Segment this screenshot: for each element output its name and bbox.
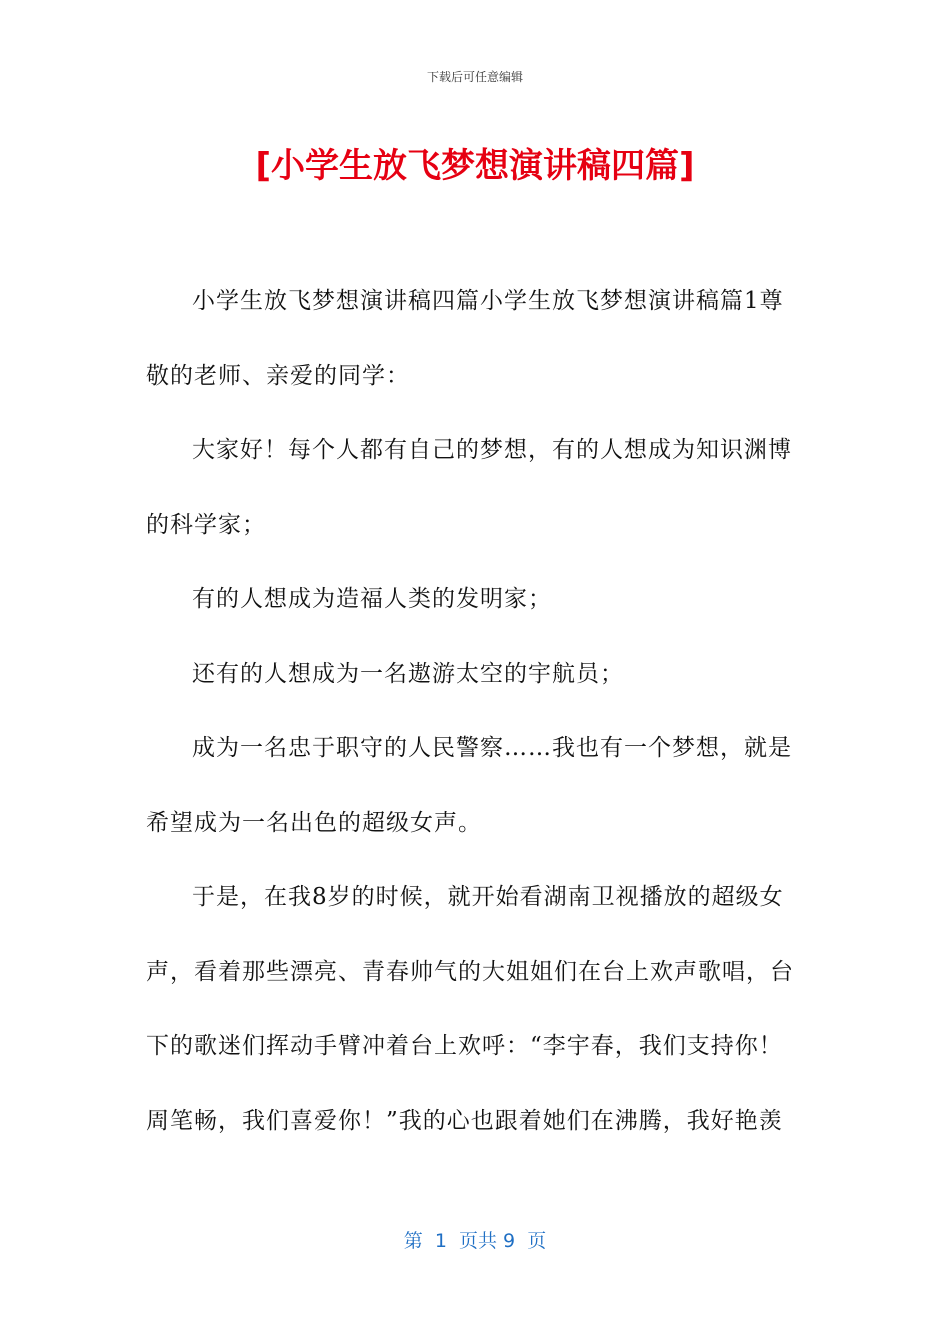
paragraph: 还有的人想成为一名遨游太空的宇航员； [192, 660, 624, 687]
paragraph: 有的人想成为造福人类的发明家； [192, 586, 552, 612]
document-body [146, 264, 796, 1158]
page-number: 第 1 页共 9 页 [403, 1230, 547, 1252]
paragraph: 小学生放飞梦想演讲稿四篇小学生放飞梦想演讲稿篇1尊敬的老师、亲爱的同学： [146, 288, 784, 389]
header-note: 下载后可任意编辑 [426, 70, 523, 84]
paragraph: 于是，在我8岁的时候，就开始看湖南卫视播放的超级女声，看着那些漂亮、青春帅气的大姐姐们在台上欢声歌唱，台下的歌迷们挥动手臂冲着台上欢呼：“李宇春，我们支持你！周笔畅，我们喜爱你！”我的心也跟着她们在沸腾，我好艳羡 [146, 884, 794, 1134]
paragraph: 大家好！每个人都有自己的梦想，有的人想成为知识渊博的科学家； [146, 437, 792, 538]
paragraph: 成为一名忠于职守的人民警察……我也有一个梦想，就是希望成为一名出色的超级女声。 [146, 735, 792, 836]
document-title: [小学生放飞梦想演讲稿四篇] [255, 146, 695, 186]
